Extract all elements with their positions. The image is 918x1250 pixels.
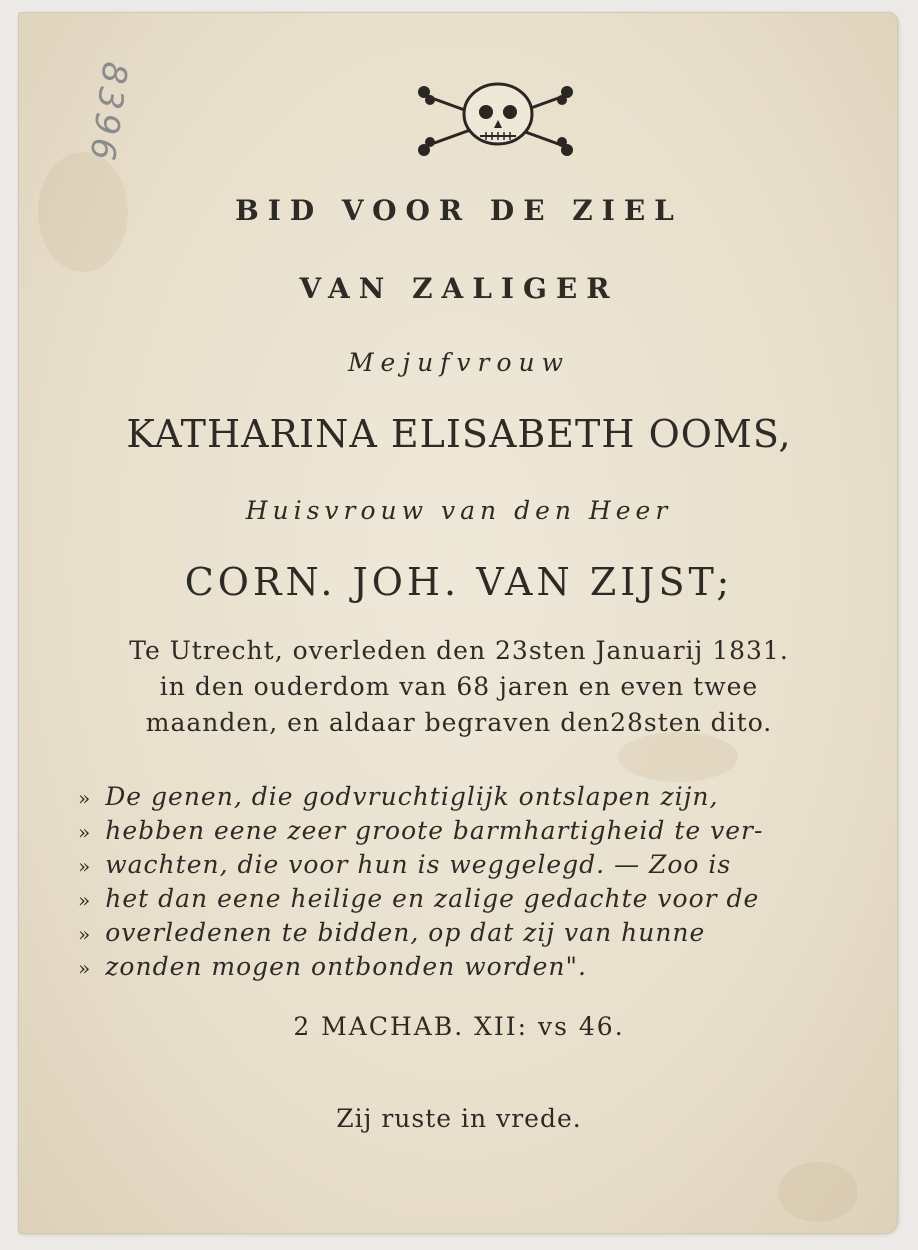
quote-line [78, 782, 878, 811]
quote-line [78, 850, 878, 879]
details-line: maanden, en aldaar begraven den28sten dito. [145, 708, 773, 737]
quote-text: overledenen te bidden, op dat zij van hunne [105, 918, 706, 947]
header-line-1: BID VOOR DE ZIEL [235, 194, 683, 227]
details-line: Te Utrecht, overleden den 23sten Januarij 1831. [129, 636, 789, 665]
paper-stain [618, 732, 738, 782]
quote-mark: » [78, 854, 92, 878]
skull-crossbones-icon [414, 74, 580, 166]
details-line: in den ouderdom van 68 jaren en even twee [159, 672, 759, 701]
quote-mark: » [78, 922, 92, 946]
closing-line: Zij ruste in vrede. [336, 1104, 582, 1133]
quote-mark: » [78, 888, 92, 912]
husband-name: CORN. JOH. VAN ZIJST; [184, 560, 734, 604]
quote-line [78, 952, 878, 981]
quote-text: zonden mogen ontbonden worden". [105, 952, 587, 981]
archive-number: 8396 [80, 59, 135, 167]
quote-mark: » [78, 820, 92, 844]
relation-line: Huisvrouw van den Heer [245, 496, 673, 525]
quote-line [78, 918, 878, 947]
quote-text: De genen, die godvruchtiglijk ontslapen zijn, [105, 782, 719, 811]
header-line-2: VAN ZALIGER [299, 272, 619, 305]
quote-line [78, 884, 878, 913]
quote-mark: » [78, 786, 92, 810]
title-label: Mejufvrouw [347, 348, 571, 377]
paper-stain [778, 1162, 858, 1222]
quote-text: hebben eene zeer groote barmhartigheid te ver- [105, 816, 764, 845]
quote-mark: » [78, 956, 92, 980]
citation: 2 MACHAB. XII: vs 46. [293, 1012, 625, 1041]
deceased-name: KATHARINA ELISABETH OOMS, [126, 412, 792, 456]
quote-text: het dan eene heilige en zalige gedachte voor de [105, 884, 760, 913]
quote-text: wachten, die voor hun is weggelegd. — Zoo is [105, 850, 732, 879]
quote-line [78, 816, 878, 845]
